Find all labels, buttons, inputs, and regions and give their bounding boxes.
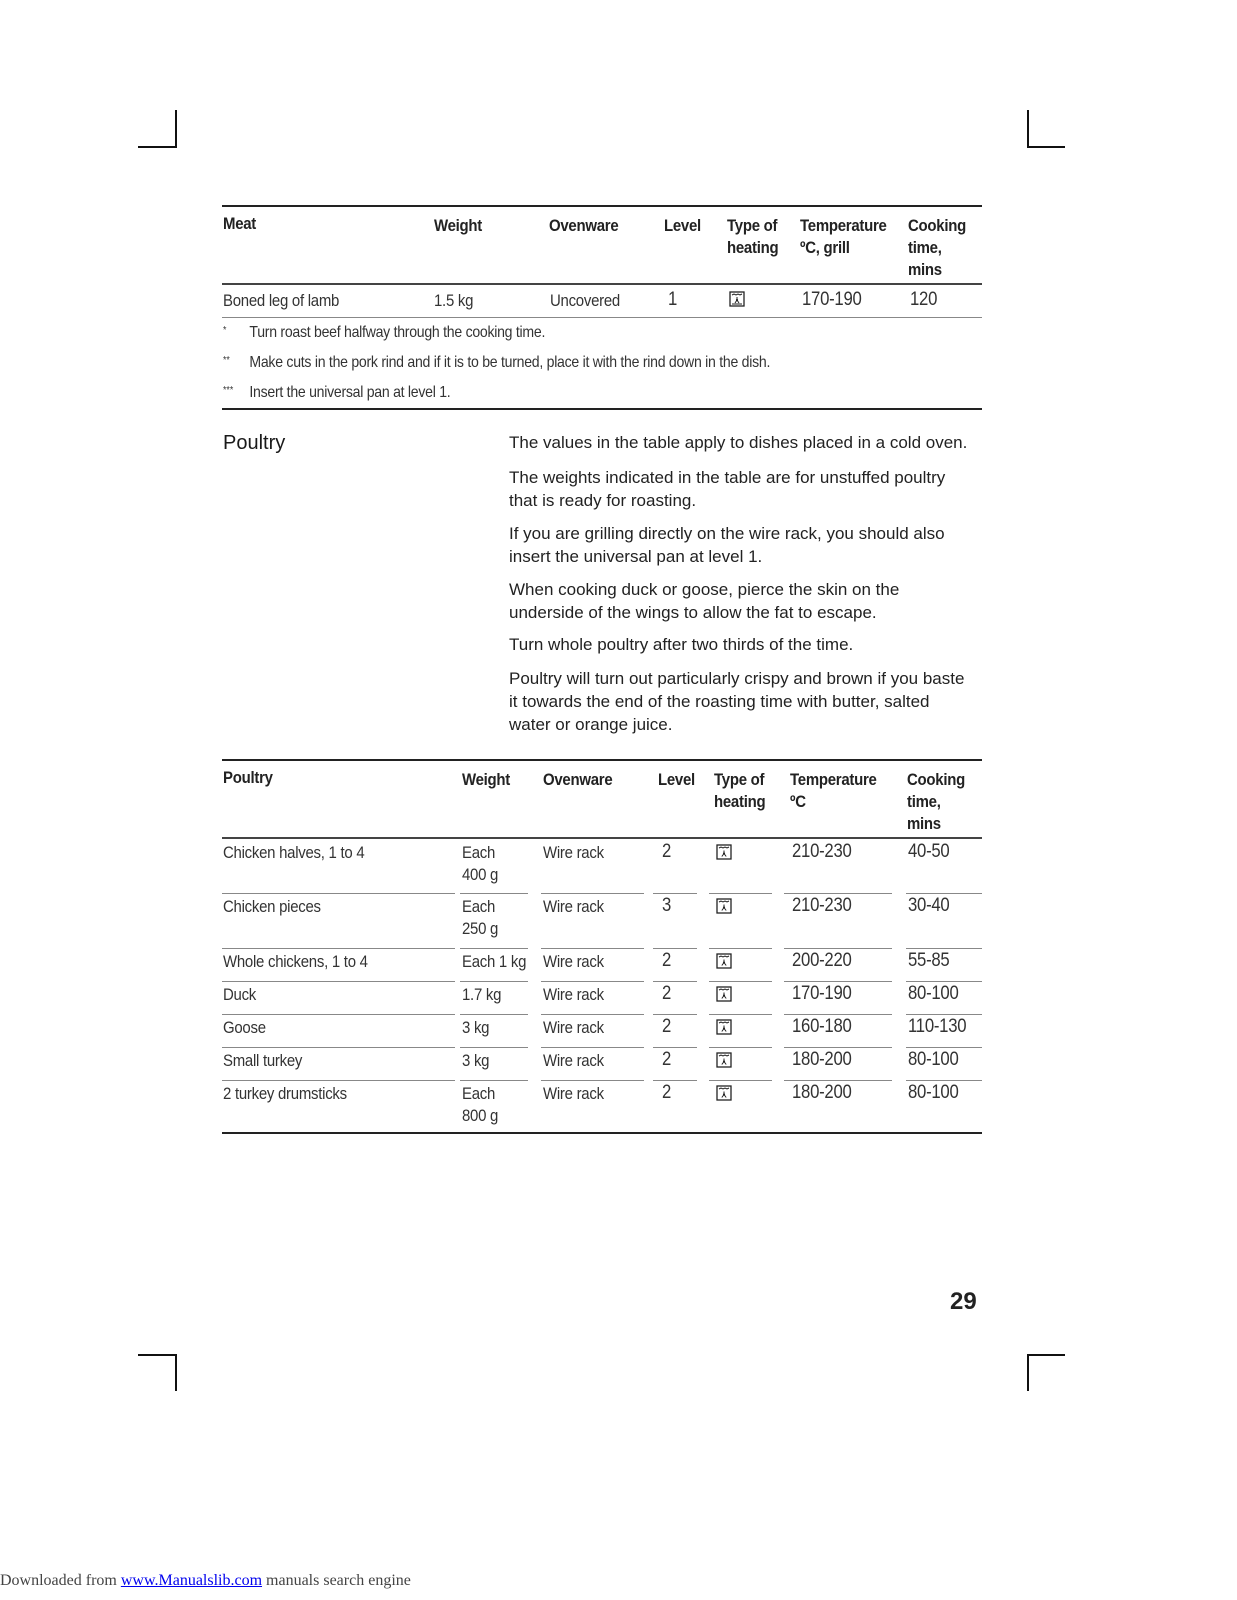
section-title-poultry: Poultry <box>223 432 286 454</box>
header-line: Type of <box>714 770 765 789</box>
paragraph-line: When cooking duck or goose, pierce the skin on the <box>509 580 900 599</box>
cell-weight <box>462 984 501 1006</box>
header-temperature <box>790 769 877 813</box>
cell-poultry: Chicken halves, 1 to 4 <box>223 843 365 862</box>
paragraph-line: insert the universal pan at level 1. <box>509 547 763 566</box>
cell-weight <box>462 896 498 940</box>
row-rule <box>784 893 892 894</box>
row-rule <box>709 893 772 894</box>
paragraph <box>509 522 979 568</box>
cell-level: 2 <box>662 950 672 971</box>
header-line: time, <box>908 238 942 257</box>
cell-temperature: 210-230 <box>792 895 852 916</box>
weight-line: 250 g <box>462 919 499 938</box>
row-rule <box>906 1014 982 1015</box>
header-line: heating <box>727 238 779 257</box>
cell-poultry: Small turkey <box>223 1051 303 1070</box>
weight-line: Each <box>462 897 496 916</box>
paragraph-line: The values in the table apply to dishes placed in a cold oven. <box>509 433 968 452</box>
weight-line: 1.7 kg <box>462 985 502 1004</box>
header-line: time, <box>907 792 941 811</box>
header-bottom-rule <box>222 283 982 285</box>
paragraph-line: Poultry will turn out particularly crispy and brown if you baste <box>509 669 965 688</box>
row-rule <box>906 948 982 949</box>
cell-level: 2 <box>662 1082 672 1103</box>
cell-temperature: 200-220 <box>792 950 852 971</box>
row-rule <box>709 981 772 982</box>
manualslib-link[interactable]: www.Manualslib.com <box>120 1572 263 1589</box>
crop-mark-top-left-v <box>175 110 177 147</box>
crop-mark-top-right-h <box>1027 146 1065 148</box>
row-rule <box>222 893 455 894</box>
cell-level: 2 <box>662 983 672 1004</box>
table-bottom-rule <box>222 408 982 410</box>
row-rule <box>460 1047 528 1048</box>
cell-temperature: 170-190 <box>802 289 862 310</box>
header-line: Temperature <box>800 216 887 235</box>
paragraph-line: it towards the end of the roasting time with butter, salted <box>509 692 930 711</box>
row-rule <box>784 1080 892 1081</box>
row-rule <box>222 1047 455 1048</box>
cell-poultry: 2 turkey drumsticks <box>223 1084 347 1103</box>
cell-poultry: Chicken pieces <box>223 897 321 916</box>
header-poultry: Poultry <box>223 768 273 787</box>
cell-ovenware: Wire rack <box>543 1051 604 1070</box>
header-bottom-rule <box>222 837 982 839</box>
header-line: mins <box>907 814 941 833</box>
row-rule <box>906 1080 982 1081</box>
header-ovenware: Ovenware <box>549 216 619 235</box>
cell-temperature: 180-200 <box>792 1049 852 1070</box>
row-rule <box>709 1047 772 1048</box>
header-cooking-time <box>907 769 965 835</box>
crop-mark-bottom-right-v <box>1027 1354 1029 1391</box>
header-temperature <box>800 215 887 259</box>
row-rule <box>541 981 644 982</box>
row-rule <box>906 981 982 982</box>
cell-level: 3 <box>662 895 672 916</box>
cell-cooking-time: 110-130 <box>908 1016 967 1037</box>
header-line: Cooking <box>907 770 965 789</box>
cell-poultry: Whole chickens, 1 to 4 <box>223 952 368 971</box>
cell-cooking-time: 80-100 <box>908 983 959 1004</box>
weight-line: 3 kg <box>462 1051 490 1070</box>
footnote-text: Insert the universal pan at level 1. <box>249 384 451 401</box>
row-rule <box>541 1047 644 1048</box>
paragraph-line: underside of the wings to allow the fat to escape. <box>509 603 877 622</box>
row-rule <box>906 1047 982 1048</box>
header-line: mins <box>908 260 942 279</box>
cell-meat: Boned leg of lamb <box>223 291 340 310</box>
header-weight: Weight <box>434 216 483 235</box>
row-rule <box>222 948 455 949</box>
header-ovenware: Ovenware <box>543 770 613 789</box>
row-rule <box>460 948 528 949</box>
weight-line: 400 g <box>462 865 499 884</box>
paragraph-line: water or orange juice. <box>509 715 673 734</box>
row-rule <box>460 893 528 894</box>
row-rule <box>460 1014 528 1015</box>
cell-ovenware: Wire rack <box>543 843 604 862</box>
table-top-rule <box>222 205 982 207</box>
paragraph <box>509 578 979 624</box>
row-rule <box>653 1047 697 1048</box>
paragraph-line: Turn whole poultry after two thirds of the time. <box>509 635 854 654</box>
row-rule <box>222 1014 455 1015</box>
footnote-marker: *** <box>223 385 234 396</box>
row-rule <box>541 1080 644 1081</box>
row-rule <box>784 948 892 949</box>
row-rule <box>653 1014 697 1015</box>
header-line: ºC, grill <box>800 238 850 257</box>
cell-ovenware: Wire rack <box>543 985 604 1004</box>
hot-air-grill-icon <box>716 1085 732 1101</box>
footnote-text: Make cuts in the pork rind and if it is to be turned, place it with the rind down in the dish. <box>249 354 771 371</box>
cell-level: 1 <box>668 289 678 310</box>
header-type-heating <box>727 215 778 259</box>
row-rule <box>906 893 982 894</box>
cell-cooking-time: 40-50 <box>908 841 950 862</box>
crop-mark-top-right-v <box>1027 110 1029 147</box>
row-rule <box>784 1047 892 1048</box>
row-rule <box>460 981 528 982</box>
cell-weight: 1.5 kg <box>434 291 474 310</box>
cell-ovenware: Wire rack <box>543 897 604 916</box>
row-rule <box>653 948 697 949</box>
cell-cooking-time: 30-40 <box>908 895 950 916</box>
cell-ovenware: Uncovered <box>550 291 620 310</box>
crop-mark-bottom-left-v <box>175 1354 177 1391</box>
cell-ovenware: Wire rack <box>543 1018 604 1037</box>
paragraph <box>509 633 979 656</box>
crop-mark-bottom-left-h <box>138 1354 177 1356</box>
header-cooking-time <box>908 215 966 281</box>
hot-air-grill-icon <box>716 1052 732 1068</box>
weight-line: Each <box>462 843 496 862</box>
row-rule <box>653 981 697 982</box>
cell-weight <box>462 1083 498 1127</box>
table-top-rule <box>222 759 982 761</box>
row-rule <box>222 317 982 318</box>
weight-line: Each 1 kg <box>462 952 527 971</box>
hot-air-grill-icon <box>716 986 732 1002</box>
cell-weight <box>462 842 498 886</box>
header-line: Cooking <box>908 216 966 235</box>
row-rule <box>784 981 892 982</box>
table-bottom-rule <box>222 1132 982 1134</box>
header-weight: Weight <box>462 770 511 789</box>
row-rule <box>460 1080 528 1081</box>
row-rule <box>709 1014 772 1015</box>
row-rule <box>784 1014 892 1015</box>
paragraph <box>509 667 979 736</box>
row-rule <box>222 981 455 982</box>
footer-prefix: Downloaded from <box>0 1572 121 1589</box>
row-rule <box>709 948 772 949</box>
cell-cooking-time: 80-100 <box>908 1082 959 1103</box>
poultry-table <box>222 759 982 1134</box>
footnote-marker: ** <box>223 355 230 366</box>
header-level: Level <box>664 216 701 235</box>
row-rule <box>653 893 697 894</box>
paragraph <box>509 431 979 454</box>
crop-mark-top-left-h <box>138 146 177 148</box>
cell-cooking-time: 120 <box>910 289 938 310</box>
row-rule <box>541 893 644 894</box>
cell-level: 2 <box>662 1016 672 1037</box>
weight-line: 3 kg <box>462 1018 490 1037</box>
weight-line: Each <box>462 1084 496 1103</box>
row-rule <box>222 1080 455 1081</box>
header-line: heating <box>714 792 766 811</box>
cell-cooking-time: 55-85 <box>908 950 950 971</box>
cell-temperature: 210-230 <box>792 841 852 862</box>
cell-weight <box>462 1017 489 1039</box>
paragraph-line: The weights indicated in the table are for unstuffed poultry <box>509 468 946 487</box>
weight-line: 800 g <box>462 1106 499 1125</box>
meat-table <box>222 205 982 410</box>
cell-level: 2 <box>662 1049 672 1070</box>
row-rule <box>709 1080 772 1081</box>
footer-suffix: manuals search engine <box>262 1572 411 1589</box>
cell-temperature: 170-190 <box>792 983 852 1004</box>
top-bottom-heat-icon <box>729 291 745 307</box>
page-number: 29 <box>950 1288 977 1315</box>
footnote-text: Turn roast beef halfway through the cooking time. <box>249 324 546 341</box>
cell-poultry: Goose <box>223 1018 266 1037</box>
download-footer <box>0 1572 411 1590</box>
cell-temperature: 160-180 <box>792 1016 852 1037</box>
header-line: Type of <box>727 216 778 235</box>
paragraph-line: If you are grilling directly on the wire rack, you should also <box>509 524 945 543</box>
cell-ovenware: Wire rack <box>543 1084 604 1103</box>
paragraph <box>509 466 979 512</box>
cell-ovenware: Wire rack <box>543 952 604 971</box>
cell-level: 2 <box>662 841 672 862</box>
cell-weight <box>462 1050 489 1072</box>
header-line: ºC <box>790 792 806 811</box>
header-level: Level <box>658 770 695 789</box>
cell-poultry: Duck <box>223 985 257 1004</box>
footnote-marker: * <box>223 325 227 336</box>
cell-temperature: 180-200 <box>792 1082 852 1103</box>
paragraph-line: that is ready for roasting. <box>509 491 697 510</box>
header-type-heating <box>714 769 765 813</box>
crop-mark-bottom-right-h <box>1027 1354 1065 1356</box>
cell-cooking-time: 80-100 <box>908 1049 959 1070</box>
row-rule <box>541 948 644 949</box>
hot-air-grill-icon <box>716 1019 732 1035</box>
hot-air-grill-icon <box>716 953 732 969</box>
cell-weight <box>462 951 526 973</box>
row-rule <box>541 1014 644 1015</box>
header-meat: Meat <box>223 214 257 233</box>
header-line: Temperature <box>790 770 877 789</box>
hot-air-grill-icon <box>716 844 732 860</box>
row-rule <box>653 1080 697 1081</box>
hot-air-grill-icon <box>716 898 732 914</box>
